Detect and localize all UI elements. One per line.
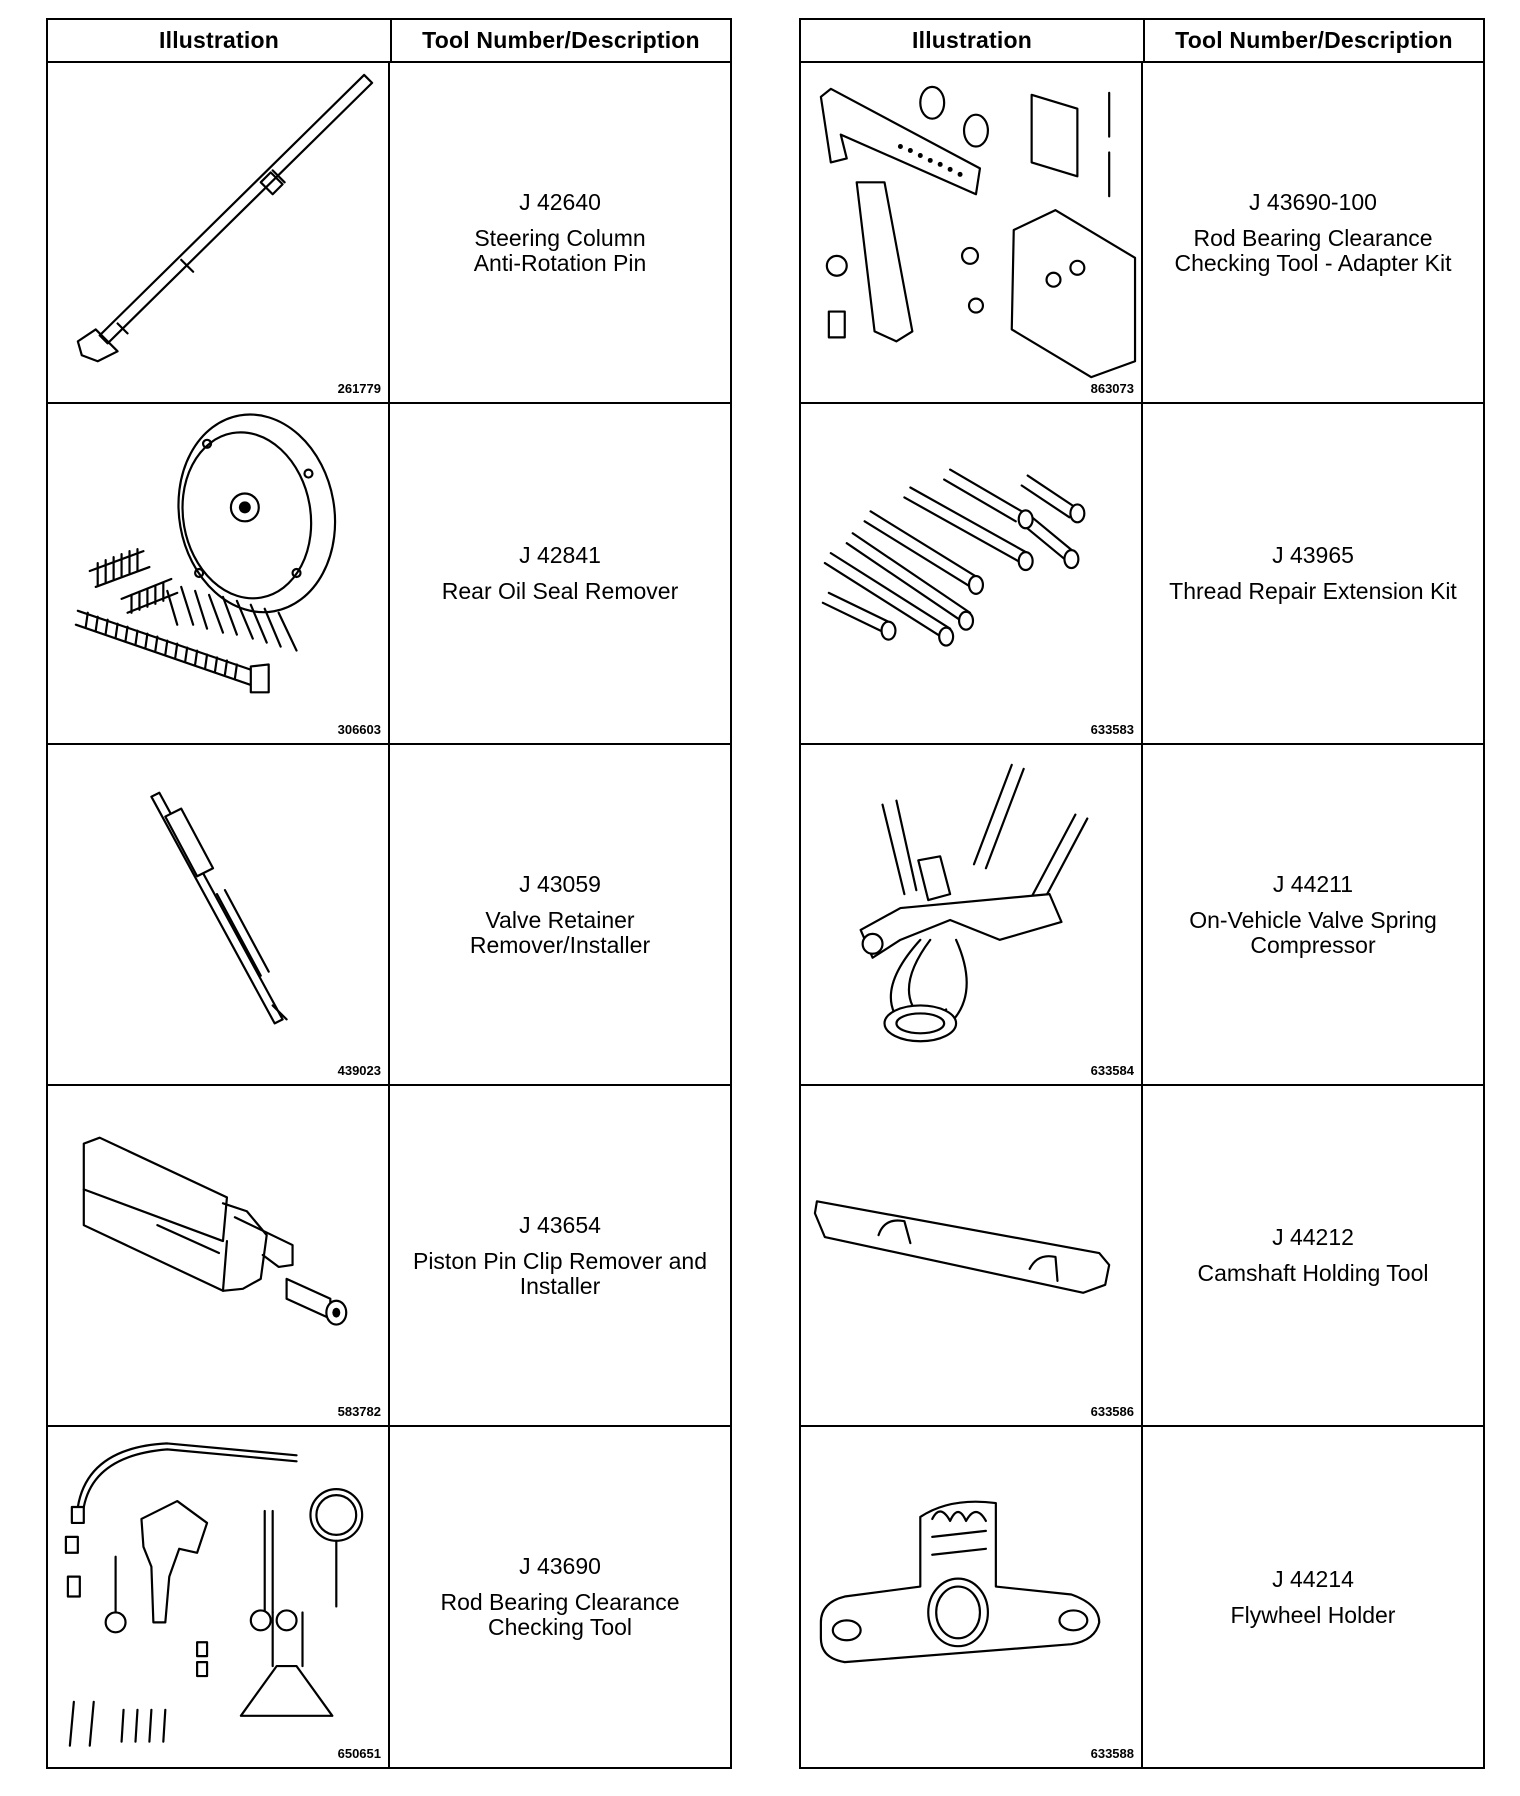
tool-description — [1143, 63, 1483, 402]
description-line: Anti-Rotation Pin — [473, 249, 647, 276]
table-row — [48, 1427, 730, 1767]
table-row — [801, 1086, 1483, 1427]
tool-description — [1143, 1427, 1483, 1767]
tool-number: J 43965 — [1272, 542, 1354, 568]
description-line: Rod Bearing Clearance — [440, 1589, 680, 1615]
illustration-cell — [48, 1427, 390, 1767]
figure-number: 633583 — [1090, 722, 1134, 737]
table-header — [48, 20, 730, 63]
illustration-cell — [48, 404, 390, 743]
description-line: On-Vehicle Valve Spring — [1189, 906, 1437, 933]
tool-number: J 43059 — [519, 870, 601, 897]
illustration-cell — [801, 745, 1143, 1084]
description-line: Flywheel Holder — [1230, 1601, 1396, 1628]
description-line: Camshaft Holding Tool — [1197, 1260, 1429, 1286]
illustration-cell — [48, 745, 390, 1084]
tool-table-left — [46, 18, 732, 1769]
figure-number: 863073 — [1090, 381, 1134, 396]
tool-description — [1143, 1086, 1483, 1425]
description-line: Piston Pin Clip Remover and — [412, 1247, 708, 1274]
table-row — [48, 1086, 730, 1427]
header-tool: Tool Number/Description — [1175, 27, 1453, 53]
valve-spring-compressor-illustration — [801, 745, 1141, 1084]
figure-number: 633586 — [1090, 1404, 1134, 1419]
table-header — [801, 20, 1483, 63]
tool-number: J 42841 — [519, 542, 601, 568]
description-line: Compressor — [1250, 931, 1376, 958]
tool-number: J 44212 — [1272, 1224, 1354, 1250]
flywheel-holder-illustration — [801, 1427, 1141, 1767]
description-line: Rear Oil Seal Remover — [441, 578, 679, 604]
anti-rotation-pin-illustration — [48, 63, 388, 402]
tool-table-right — [799, 18, 1485, 1769]
description-line: Installer — [519, 1272, 601, 1299]
rod-bearing-checking-tool-illustration — [48, 1427, 388, 1767]
tool-number: J 43690 — [519, 1553, 601, 1579]
tool-description — [1143, 745, 1483, 1084]
illustration-cell — [801, 1086, 1143, 1425]
tool-description — [1143, 404, 1483, 743]
table-row — [801, 1427, 1483, 1767]
valve-retainer-tool-illustration — [48, 745, 388, 1084]
figure-number: 633588 — [1090, 1746, 1134, 1761]
tool-description — [390, 745, 730, 1084]
tool-number: J 43654 — [519, 1211, 601, 1238]
camshaft-holding-tool-illustration — [801, 1086, 1141, 1425]
table-row — [48, 404, 730, 745]
description-line: Checking Tool - Adapter Kit — [1174, 249, 1452, 276]
description-line: Thread Repair Extension Kit — [1169, 578, 1457, 604]
adapter-kit-illustration — [801, 63, 1141, 402]
figure-number: 650651 — [337, 1746, 381, 1761]
tool-number: J 44211 — [1272, 870, 1354, 897]
illustration-cell — [48, 1086, 390, 1425]
illustration-cell — [48, 63, 390, 402]
rear-oil-seal-remover-illustration — [48, 404, 388, 743]
figure-number: 439023 — [337, 1063, 381, 1078]
description-line: Steering Column — [474, 224, 646, 251]
piston-pin-clip-tool-illustration — [48, 1086, 388, 1425]
header-tool: Tool Number/Description — [422, 27, 700, 53]
tool-number: J 44214 — [1272, 1565, 1354, 1592]
tool-description — [390, 1427, 730, 1767]
description-line: Remover/Installer — [469, 931, 651, 958]
figure-number: 583782 — [337, 1404, 381, 1419]
table-row — [48, 63, 730, 404]
tool-description — [390, 63, 730, 402]
header-illustration: Illustration — [48, 20, 392, 61]
figure-number: 261779 — [337, 381, 381, 396]
header-illustration: Illustration — [801, 20, 1145, 61]
figure-number: 306603 — [337, 722, 381, 737]
table-row — [801, 745, 1483, 1086]
description-line: Valve Retainer — [485, 906, 635, 933]
illustration-cell — [801, 1427, 1143, 1767]
tool-description — [390, 404, 730, 743]
description-line: Rod Bearing Clearance — [1193, 224, 1433, 251]
tool-description — [390, 1086, 730, 1425]
table-row — [48, 745, 730, 1086]
illustration-cell — [801, 404, 1143, 743]
tool-number: J 43690-100 — [1249, 188, 1377, 215]
figure-number: 633584 — [1090, 1063, 1134, 1078]
illustration-cell — [801, 63, 1143, 402]
table-row — [801, 63, 1483, 404]
table-row — [801, 404, 1483, 745]
description-line: Checking Tool — [487, 1614, 633, 1640]
tool-number: J 42640 — [519, 188, 601, 215]
thread-repair-extension-kit-illustration — [801, 404, 1141, 743]
